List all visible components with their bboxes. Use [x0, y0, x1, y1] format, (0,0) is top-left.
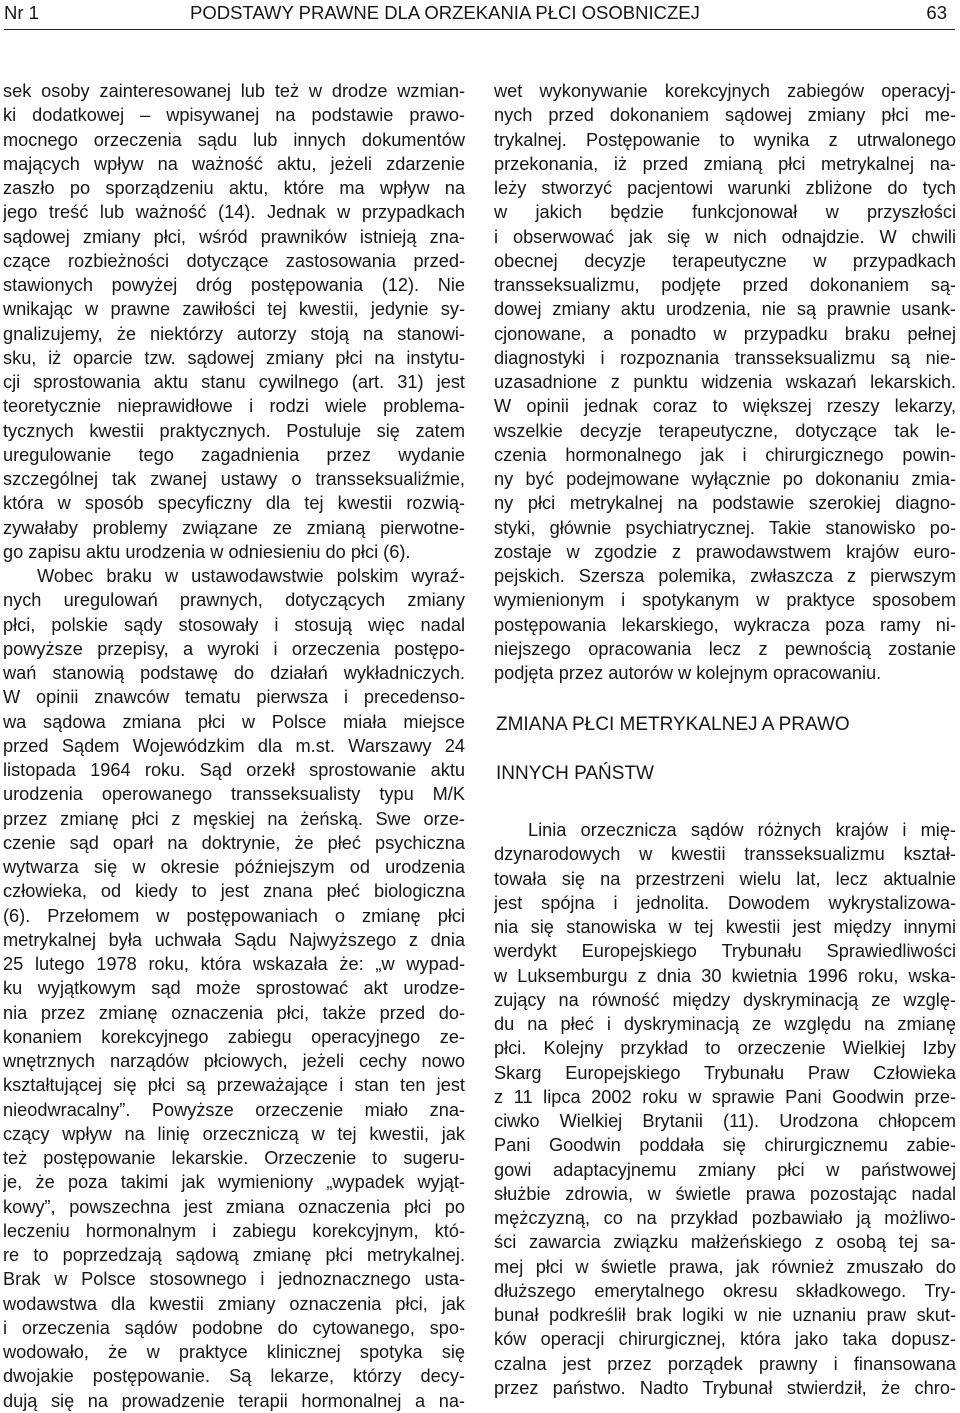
text-line: dłuższego emerytalnego okresu składkowego. Try-: [494, 1280, 956, 1301]
text-line: Wobec braku w ustawodawstwie polskim wyraź-: [37, 566, 465, 586]
text-line: czące rozbieżności dotyczące zastosowania przed-: [3, 250, 465, 271]
text-line: przez państwo. Nadto Trybunał stwierdził, że chro-: [494, 1377, 956, 1398]
text-line: zujący na równość między dyskryminacją ze wzglę-: [494, 989, 956, 1010]
text-line: bunał podkreślił brak logiki w nie uznaniu praw skut-: [494, 1305, 956, 1325]
text-line: sek osoby zainteresowanej lub też w drodze wzmian-: [3, 81, 465, 101]
text-line: ny być podejmowane wyłącznie po dokonaniu zmia-: [494, 469, 956, 489]
text-line: służbie zdrowia, w świetle prawa pozostając nadal: [494, 1183, 956, 1204]
text-line: czenie sąd oparł na doktrynie, że płeć psychiczna: [3, 832, 465, 853]
text-line: nia się stanowiska w tej kwestii jest między innymi: [494, 917, 956, 937]
text-line: tycznych kwestii praktycznych. Postuluje się zatem: [3, 420, 465, 441]
text-line: przekonania, iż przed zmianą płci metrykalnej na-: [494, 153, 956, 174]
text-line: czenia hormonalnego jak i chirurgicznego powin-: [494, 444, 956, 465]
right-column-top: [494, 79, 956, 685]
text-line: wnikając w prawne zawiłości tej kwestii, jedynie sy-: [3, 299, 465, 320]
text-line: dowej zmiany aktu urodzenia, nie są prawnie usank-: [494, 299, 956, 320]
text-line: ki dodatkowej – wpisywanej na podstawie prawo-: [3, 105, 465, 126]
text-line: wymienionym i spotykanym w praktyce sposobem: [494, 590, 956, 611]
text-line: i obserwować jak się w nich odnajdzie. W chwili: [494, 226, 956, 247]
text-line: ków operacji chirurgicznej, która jako taka dopusz-: [494, 1329, 956, 1350]
text-line: nieodwracalny”. Powyższe orzeczenie miało zna-: [3, 1099, 465, 1120]
text-line: leczeniu hormonalnym i zabiegu korekcyjnym, któ-: [3, 1220, 465, 1241]
text-line: z 11 lipca 2002 roku w sprawie Pani Goodwin prze-: [494, 1086, 956, 1107]
text-line: w jakich będzie funkcjonował w przyszłości: [494, 202, 956, 223]
text-line: wodowało, że w praktyce klinicznej spotyka się: [3, 1342, 465, 1362]
text-line: cji sprostowania aktu stanu cywilnego (art. 31) jest: [3, 372, 465, 392]
text-line: uzasadnione z punktu widzenia wskazań lekarskich.: [494, 372, 956, 392]
left-column: [3, 79, 465, 1413]
text-line: leży stworzyć pacjentowi warunki zbliżone do tych: [494, 178, 956, 198]
text-line: przez zmianę płci z męskiej na żeńską. Swe orze-: [3, 808, 465, 829]
text-line: re to poprzedzają sądową zmianę płci metrykalnej.: [3, 1245, 465, 1265]
text-line: mających wpływ na ważność aktu, jeżeli zdarzenie: [3, 153, 465, 174]
text-line: transseksualizmu, podjęte przed dokonaniem są-: [494, 275, 956, 295]
text-line: cjonowane, a ponadto w przypadku braku pełnej: [494, 323, 956, 344]
text-line: metrykalnej była uchwała Sądu Najwyższego z dnia: [3, 929, 465, 950]
text-line: zostaje w zgodzie z prawodawstwem krajów euro-: [494, 541, 956, 562]
text-line: uregulowanie tego zagadnienia przez wydanie: [3, 444, 465, 465]
text-line: wań stanowią podstawę do działań wykładniczych.: [3, 663, 465, 683]
text-line: niejszego opracowania lecz z pewnością zostanie: [494, 638, 956, 659]
text-line: postępowania lekarskiego, wykracza poza ramy ni-: [494, 614, 956, 635]
text-line: diagnostyki i rozpoznania transseksualizmu są nie-: [494, 347, 956, 368]
text-line: nych uregulowań prawnych, dotyczących zmiany: [3, 590, 465, 611]
text-line: mężczyzną, co na przykład pozbawiało ją możliwo-: [494, 1208, 956, 1228]
text-line: i orzeczenia sądów podobne do cytowanego, spo-: [3, 1317, 465, 1338]
text-line: wszelkie decyzje terapeutyczne, dotyczące tak le-: [494, 420, 956, 441]
text-line: płci. Kolejny przykład to orzeczenie Wielkiej Izby: [494, 1038, 956, 1059]
text-line: dzynarodowych w kwestii transseksualizmu kształ-: [494, 844, 956, 865]
text-line: która w sposób specyficzny dla tej kwestii rozwią-: [3, 493, 465, 514]
page-header: [0, 0, 960, 30]
text-line: ści zawarcia związku małżeńskiego z osobą tej sa-: [494, 1232, 956, 1253]
text-line: ku wyjątkowym sąd może sprostować akt urodze-: [3, 978, 465, 999]
section-heading-line-2: INNYCH PAŃSTW: [496, 763, 654, 784]
text-line: wet wykonywanie korekcyjnych zabiegów operacyj-: [494, 81, 956, 101]
issue-number: Nr 1: [4, 2, 39, 23]
text-line: sądowej zmiany płci, wśród prawników istnieją zna-: [3, 226, 465, 247]
text-line: wnętrznych narządów płciowych, jeżeli cechy nowo: [3, 1051, 465, 1071]
text-line: podjęta przez autorów w kolejnym opracowaniu.: [494, 663, 882, 683]
text-line: teoretycznie nieprawidłowe i rodzi wiele problema-: [3, 396, 465, 417]
text-line: sku, iż oparcie tzw. sądowej zmiany płci na instytu-: [3, 347, 465, 368]
text-line: też postępowanie lekarskie. Orzeczenie to sugeru-: [3, 1148, 465, 1168]
text-line: nia przez zmianę oznaczenia płci, także przed do-: [3, 1002, 465, 1023]
text-line: jego treść lub ważność (14). Jednak w przypadkach: [3, 202, 465, 223]
text-line: stawionych powyżej dróg postępowania (12). Nie: [3, 275, 465, 295]
text-line: człowieka, od kiedy to jest znana płeć biologiczna: [3, 881, 465, 902]
text-line: werdykt Europejskiego Trybunału Sprawiedliwości: [494, 941, 956, 962]
text-line: obecnej decyzje terapeutyczne w przypadkach: [494, 250, 956, 271]
text-line: kowy”, powszechna jest zmiana oznaczenia płci po: [3, 1196, 465, 1217]
text-line: zaszło po sporządzeniu aktu, które ma wpływ na: [3, 178, 465, 198]
text-line: W opinii jednak coraz to większej rzeszy lekarzy,: [494, 396, 956, 417]
text-line: kształtującej się płci są przeważające i stan ten jest: [3, 1075, 465, 1096]
text-line: mej płci w świetle prawa, jak również zmuszało do: [494, 1256, 956, 1277]
text-line: ciwko Wielkiej Brytanii (11). Urodzona chłopcem: [494, 1111, 956, 1131]
text-line: dują się na prowadzenie terapii hormonalnej a na-: [3, 1390, 465, 1411]
text-line: mocnego orzeczenia sądu lub innych dokumentów: [3, 129, 465, 150]
text-line: powyższe przepisy, a wyroki i orzeczenia postępo-: [3, 638, 465, 659]
text-line: styki, głównie psychiatrycznej. Takie stanowisko po-: [494, 517, 956, 538]
text-line: urodzenia operowanego transseksualisty typu M/K: [3, 784, 465, 805]
text-line: 25 lutego 1978 roku, która wskazała że: „w wypad-: [3, 954, 465, 974]
text-line: jest spójna i jednolita. Dowodem wykrystalizowa-: [494, 892, 956, 913]
text-line: pejskich. Szersza polemika, zwłaszcza z pierwszym: [494, 566, 956, 586]
text-line: nych przed dokonaniem sądowej zmiany płci me-: [494, 105, 956, 126]
text-line: je, że poza takimi jak wymieniony „wypadek wyjąt-: [3, 1172, 465, 1193]
text-line: Brak w Polsce stosownego i jednoznacznego usta-: [3, 1269, 465, 1290]
section-heading-line-1: ZMIANA PŁCI METRYKALNEJ A PRAWO: [496, 714, 850, 735]
running-title: PODSTAWY PRAWNE DLA ORZEKANIA PŁCI OSOBNICZEJ: [190, 2, 700, 23]
right-column-bottom: [494, 818, 956, 1400]
text-line: Skarg Europejskiego Trybunału Praw Człowieka: [494, 1062, 956, 1083]
text-line: W opinii znawców tematu pierwsza i precedenso-: [3, 687, 465, 708]
text-line: Linia orzecznicza sądów różnych krajów i mię-: [528, 820, 956, 840]
text-line: gnalizujemy, że niektórzy autorzy stoją na stanowi-: [3, 323, 465, 344]
page-number: 63: [926, 2, 947, 23]
text-line: czący wpływ na linię orzeczniczą w tej kwestii, jak: [3, 1123, 465, 1144]
header-rule: [4, 29, 955, 30]
text-line: konaniem korekcyjnego zabiegu operacyjnego ze-: [3, 1026, 465, 1047]
text-line: szczególnej tak zwanej ustawy o transseksualiźmie,: [3, 469, 465, 489]
text-line: płci, polskie sądy stosowały i stosują więc nadal: [3, 614, 465, 635]
text-line: wodawstwa dla kwestii zmiany oznaczenia płci, jak: [3, 1293, 465, 1314]
text-line: trykalnej. Postępowanie to wynika z utrwalonego: [494, 129, 956, 150]
text-line: zywałaby problemy związane ze zmianą pierwotne-: [3, 517, 465, 538]
text-line: dwojakie postępowanie. Są lekarze, którzy decy-: [3, 1366, 465, 1387]
text-line: wytwarza się w okresie późniejszym od urodzenia: [3, 857, 465, 877]
text-line: go zapisu aktu urodzenia w odniesieniu do płci (6).: [3, 541, 411, 562]
text-line: przed Sądem Wojewódzkim dla m.st. Warszawy 24: [3, 735, 465, 756]
text-line: towała się na przestrzeni wielu lat, lecz aktualnie: [494, 868, 956, 889]
text-line: ny płci metrykalnej na podstawie szerokiej diagno-: [494, 493, 956, 514]
text-line: w Luksemburgu z dnia 30 kwietnia 1996 roku, wska-: [494, 965, 956, 986]
text-line: du na płeć i dyskryminacją ze względu na zmianę: [494, 1014, 956, 1034]
text-line: czalna jest przez porządek prawny i finansowana: [494, 1353, 956, 1374]
text-line: (6). Przełomem w postępowaniach o zmianę płci: [3, 905, 465, 926]
text-line: listopada 1964 roku. Sąd orzekł sprostowanie aktu: [3, 760, 465, 780]
text-line: Pani Goodwin poddała się chirurgicznemu zabie-: [494, 1135, 956, 1156]
text-line: wa sądowa zmiana płci w Polsce miała miejsce: [3, 711, 465, 732]
text-line: gowi adaptacyjnemu zmiany płci w państwowej: [494, 1159, 956, 1180]
